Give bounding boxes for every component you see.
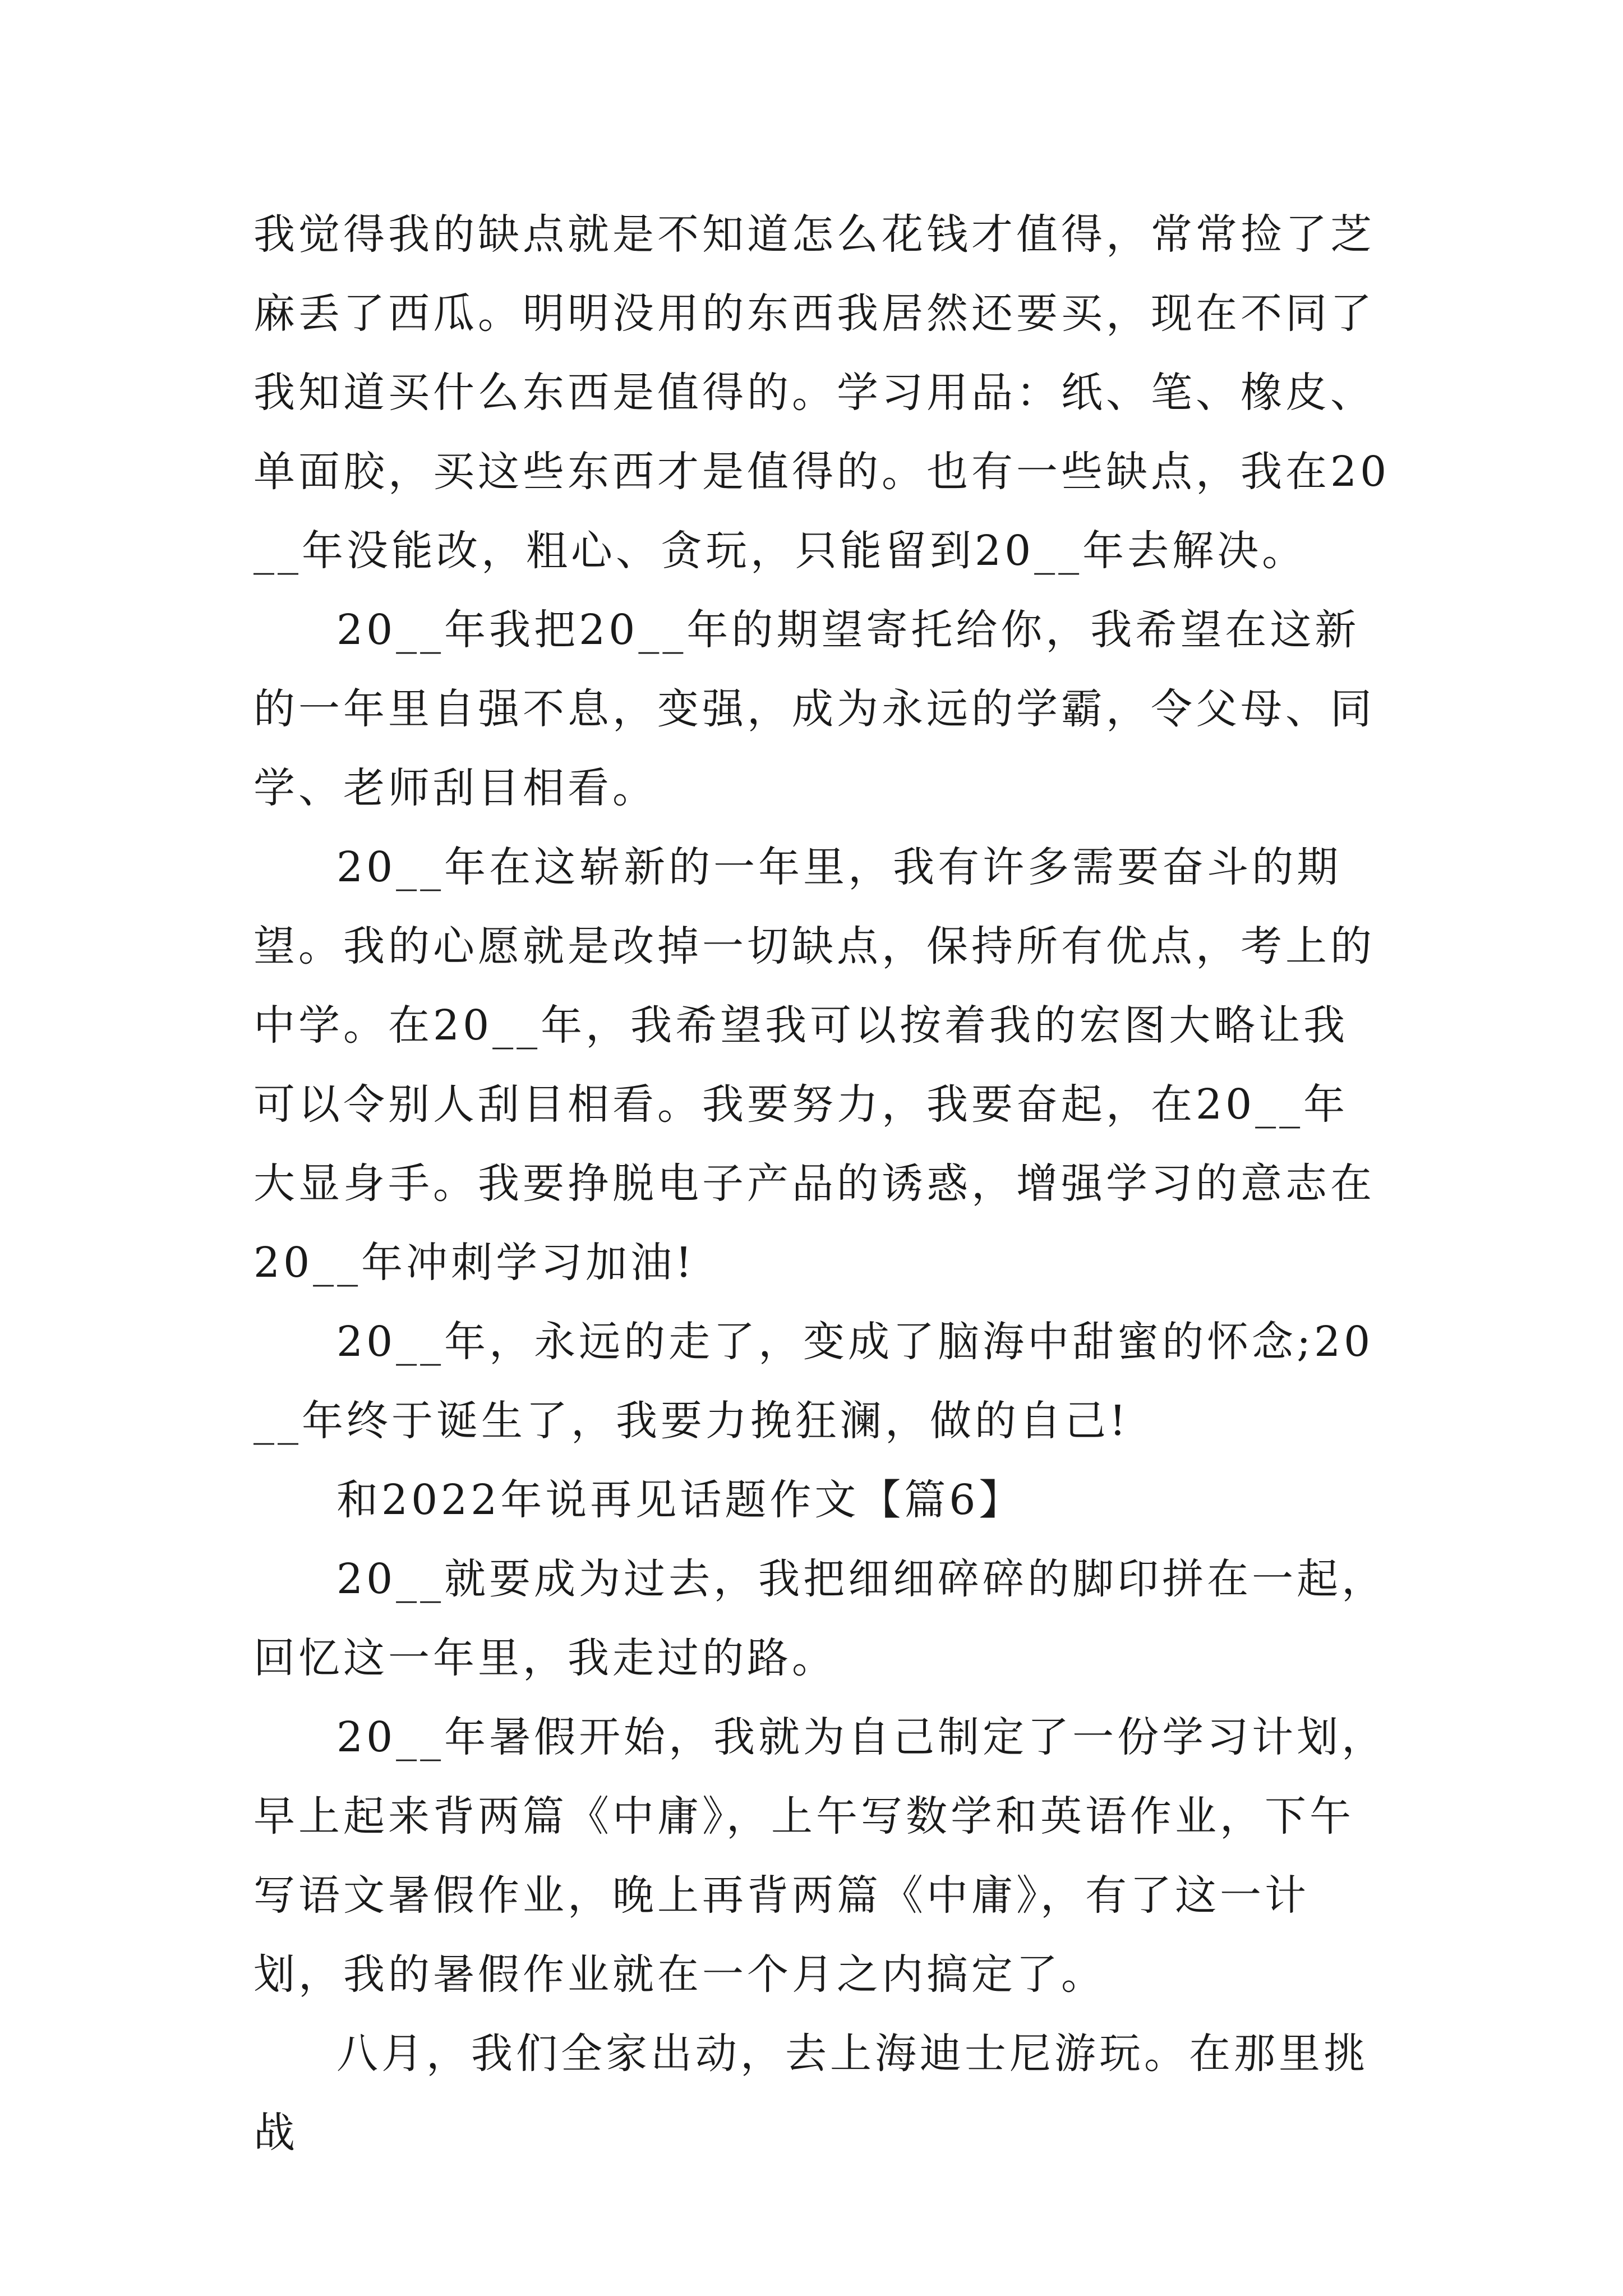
essay-body (253, 195, 1392, 2173)
paragraph-continuation: 我觉得我的缺点就是不知道怎么花钱才值得，常常捡了芝麻丢了西瓜。明明没用的东西我居然还要买，现在不同了我知道买什么东西是值得的。学习用品：纸、笔、橡皮、单面胶，买这些东西才是值得的。也有一些缺点，我在20__年没能改，粗心、贪玩，只能留到20__年去解决。 (253, 210, 1390, 575)
paragraph: 20__年在这崭新的一年里，我有许多需要奋斗的期望。我的心愿就是改掉一切缺点，保持所有优点，考上的中学。在20__年，我希望我可以按着我的宏图大略让我可以令别人刮目相看。我要努力，我要奋起，在20__年大显身手。我要挣脱电子产品的诱惑，增强学习的意志在20__年冲刺学习加油! (253, 843, 1375, 1287)
paragraph: 20__年，永远的走了，变成了脑海中甜蜜的怀念;20__年终于诞生了，我要力挽狂澜，做的自己! (253, 1318, 1374, 1445)
paragraph: 八月，我们全家出动，去上海迪士尼游玩。在那里挑战 (253, 2030, 1368, 2157)
paragraph: 20__年暑假开始，我就为自己制定了一份学习计划，早上起来背两篇《中庸》，上午写数学和英语作业，下午写语文暑假作业，晚上再背两篇《中庸》，有了这一计划，我的暑假作业就在一个月之内搞定了。 (253, 1713, 1387, 1999)
paragraph: 20__年我把20__年的期望寄托给你，我希望在这新的一年里自强不息，变强，成为永远的学霸，令父母、同学、老师刮目相看。 (253, 606, 1375, 812)
paragraph: 20__就要成为过去，我把细细碎碎的脚印拼在一起，回忆这一年里，我走过的路。 (253, 1555, 1387, 1682)
section-heading: 和2022年说再见话题作文【篇6】 (336, 1476, 1024, 1524)
